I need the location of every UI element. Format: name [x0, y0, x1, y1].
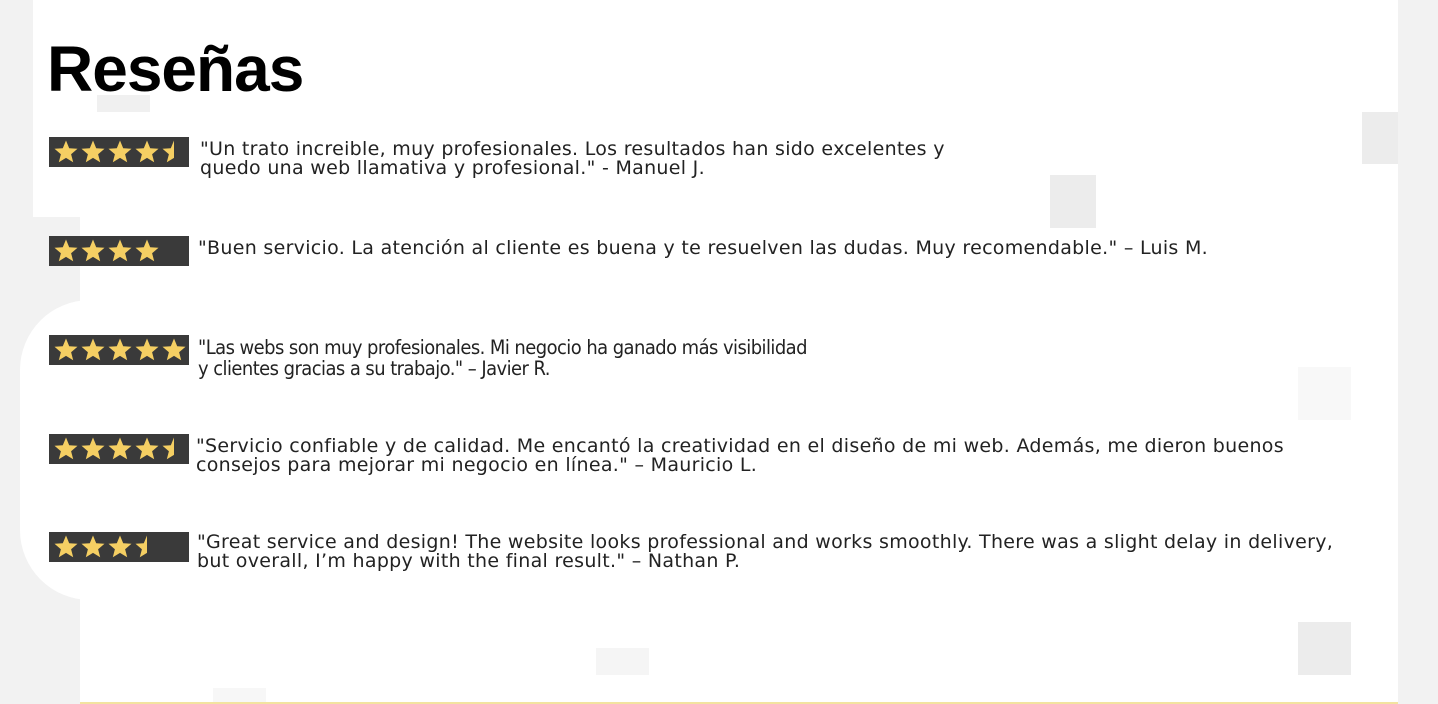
- review-item: [49, 335, 860, 379]
- star-full-icon: [107, 534, 133, 560]
- star-full-icon: [53, 139, 79, 165]
- decorative-shape: [596, 648, 649, 675]
- decorative-shape: [1298, 622, 1351, 675]
- star-full-icon: [107, 436, 133, 462]
- section-title: Reseñas: [47, 33, 304, 105]
- star-half-icon: [161, 436, 187, 462]
- star-full-icon: [134, 436, 160, 462]
- star-full-icon: [107, 337, 133, 363]
- review-text: "Servicio confiable y de calidad. Me encantó la creatividad en el diseño de mi web. Además, me dieron buenos consejos para mejorar mi negocio en línea." – Mauricio L.: [196, 435, 1284, 476]
- star-full-icon: [80, 436, 106, 462]
- decorative-shape: [1050, 175, 1096, 228]
- star-full-icon: [53, 436, 79, 462]
- review-item: [49, 434, 1284, 475]
- star-rating: [49, 236, 189, 266]
- star-full-icon: [80, 337, 106, 363]
- review-text: "Buen servicio. La atención al cliente es buena y te resuelven las dudas. Muy recomendable." – Luis M.: [198, 237, 1209, 259]
- star-full-icon: [107, 139, 133, 165]
- star-full-icon: [161, 337, 187, 363]
- review-text: "Las webs son muy profesionales. Mi negocio ha ganado más visibilidad y clientes gracias a su trabajo." – Javier R.: [198, 336, 807, 380]
- star-full-icon: [134, 139, 160, 165]
- decorative-shape: [1362, 112, 1398, 164]
- star-full-icon: [134, 337, 160, 363]
- star-full-icon: [134, 238, 160, 264]
- star-rating: [49, 335, 189, 365]
- star-full-icon: [80, 238, 106, 264]
- star-full-icon: [53, 534, 79, 560]
- star-full-icon: [80, 139, 106, 165]
- review-item: [49, 236, 1208, 266]
- review-text: "Un trato increible, muy profesionales. Los resultados han sido excelentes y quedo una web llamativa y profesional." - Manuel J.: [200, 138, 945, 179]
- star-rating: [49, 137, 189, 167]
- star-half-icon: [161, 139, 187, 165]
- star-half-icon: [134, 534, 160, 560]
- review-text: "Great service and design! The website looks professional and works smoothly. There was a slight delay in delivery, but overall, I’m happy with the final result." – Nathan P.: [197, 531, 1334, 572]
- star-rating: [49, 532, 189, 562]
- star-full-icon: [53, 337, 79, 363]
- decorative-shape: [1298, 367, 1351, 420]
- review-item: [49, 137, 945, 178]
- star-full-icon: [107, 238, 133, 264]
- star-full-icon: [80, 534, 106, 560]
- star-full-icon: [53, 238, 79, 264]
- star-rating: [49, 434, 189, 464]
- review-item: [49, 532, 1333, 571]
